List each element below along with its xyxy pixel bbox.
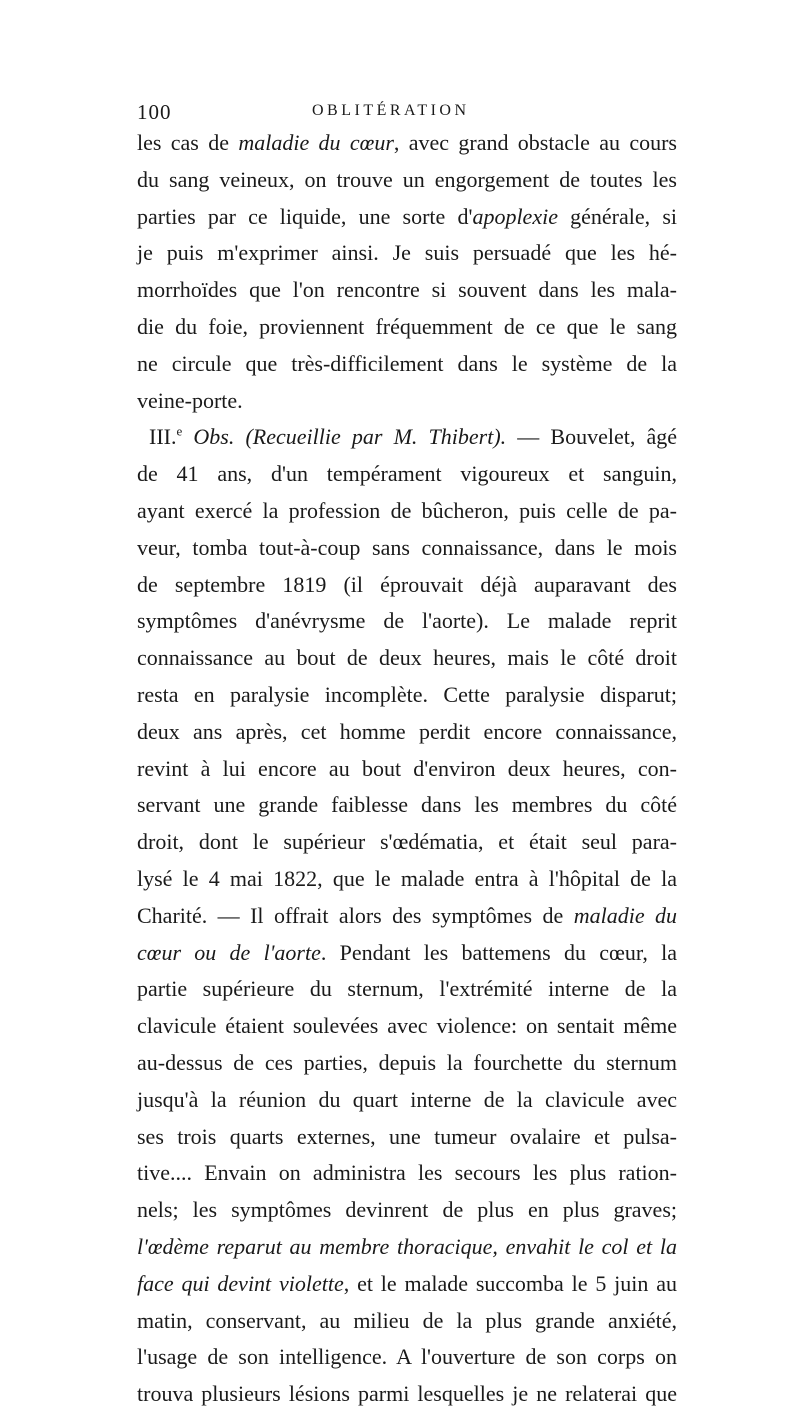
text-line bbox=[137, 309, 677, 346]
text-segment: veine-porte. bbox=[137, 387, 243, 413]
text-line bbox=[137, 162, 677, 199]
text-line bbox=[137, 530, 677, 567]
text-segment: clavicule étaient soulevées avec violence: on sentait même bbox=[137, 1013, 677, 1039]
text-line bbox=[137, 1266, 677, 1303]
text-line bbox=[137, 861, 677, 898]
text-segment: ses trois quarts externes, une tumeur ovalaire et pulsa- bbox=[137, 1123, 677, 1149]
text-line bbox=[137, 898, 677, 935]
text-line bbox=[137, 1339, 677, 1376]
text-segment: nels; les symptômes devinrent de plus en plus graves; bbox=[137, 1197, 677, 1223]
text-segment: partie supérieure du sternum, l'extrémité interne de la bbox=[137, 976, 677, 1002]
text-line bbox=[137, 493, 677, 530]
text-line bbox=[137, 383, 677, 420]
superscript-text: e bbox=[176, 424, 183, 440]
text-line bbox=[137, 1082, 677, 1119]
italic-text: face qui devint violette bbox=[137, 1270, 344, 1296]
text-line bbox=[137, 567, 677, 604]
text-segment: lysé le 4 mai 1822, que le malade entra à l'hôpital de la bbox=[137, 865, 677, 891]
text-segment: matin, conservant, au milieu de la plus grande anxiété, bbox=[137, 1307, 677, 1333]
text-line bbox=[137, 1155, 677, 1192]
text-line bbox=[137, 677, 677, 714]
text-segment: morrhoïdes que l'on rencontre si souvent dans les mala- bbox=[137, 277, 677, 303]
italic-text: l'œdème reparut au membre thoracique, envahit le col et la bbox=[137, 1233, 677, 1259]
text-segment: Charité. — Il offrait alors des symptômes de bbox=[137, 902, 574, 928]
text-line bbox=[137, 1192, 677, 1229]
italic-text: maladie du cœur bbox=[238, 130, 394, 155]
text-segment: — Bouvelet, âgé bbox=[506, 424, 677, 450]
text-segment: au-dessus de ces parties, depuis la fourchette du sternum bbox=[137, 1049, 677, 1075]
text-segment: droit, dont le supérieur s'œdématia, et était seul para- bbox=[137, 829, 677, 855]
text-line bbox=[137, 272, 677, 309]
text-line bbox=[137, 640, 677, 677]
italic-text: maladie du bbox=[573, 902, 677, 928]
text-segment: connaissance au bout de deux heures, mais le côté droit bbox=[137, 645, 677, 671]
text-segment: générale, si bbox=[557, 203, 677, 229]
text-line bbox=[137, 1045, 677, 1082]
text-line bbox=[137, 751, 677, 788]
italic-text: cœur ou de l'aorte bbox=[137, 939, 321, 965]
text-segment: die du foie, proviennent fréquemment de ce que le sang bbox=[137, 313, 677, 339]
page-number: 100 bbox=[137, 100, 172, 124]
text-segment: les cas de bbox=[137, 130, 239, 155]
text-line bbox=[137, 1119, 677, 1156]
text-line bbox=[137, 125, 677, 162]
text-line bbox=[137, 1303, 677, 1340]
italic-text: Obs. (Recueillie par M. Thibert). bbox=[193, 424, 507, 450]
text-segment: resta en paralysie incomplète. Cette paralysie disparut; bbox=[137, 681, 677, 707]
text-line bbox=[137, 199, 677, 236]
text-segment: jusqu'à la réunion du quart interne de la clavicule avec bbox=[137, 1086, 677, 1112]
text-line bbox=[137, 603, 677, 640]
text-segment: . Pendant les battemens du cœur, la bbox=[320, 939, 677, 965]
text-line bbox=[137, 971, 677, 1008]
text-segment: du sang veineux, on trouve un engorgement de toutes les bbox=[137, 166, 677, 192]
text-segment: servant une grande faiblesse dans les membres du côté bbox=[137, 792, 677, 818]
text-segment: de 41 ans, d'un tempérament vigoureux et sanguin, bbox=[137, 461, 677, 487]
page-header bbox=[137, 100, 677, 124]
text-segment: je puis m'exprimer ainsi. Je suis persuadé que les hé- bbox=[137, 240, 677, 266]
text-segment: revint à lui encore au bout d'environ deux heures, con- bbox=[137, 755, 677, 781]
text-line bbox=[137, 419, 677, 456]
text-line bbox=[137, 824, 677, 861]
text-line bbox=[137, 1008, 677, 1045]
italic-text: apoplexie bbox=[472, 203, 558, 229]
text-segment: , et le malade succomba le 5 juin au bbox=[343, 1270, 677, 1296]
text-line bbox=[137, 1229, 677, 1266]
text-segment: III. bbox=[149, 424, 177, 450]
text-segment: parties par ce liquide, une sorte d' bbox=[137, 203, 473, 229]
text-segment: trouva plusieurs lésions parmi lesquelles je ne relaterai que bbox=[137, 1381, 677, 1407]
text-line bbox=[137, 346, 677, 383]
text-segment: deux ans après, cet homme perdit encore connaissance, bbox=[137, 718, 677, 744]
text-line bbox=[137, 714, 677, 751]
text-segment: veur, tomba tout-à-coup sans connaissance, dans le mois bbox=[137, 534, 677, 560]
text-segment: symptômes d'anévrysme de l'aorte). Le malade reprit bbox=[137, 608, 677, 634]
text-segment: , avec grand obstacle au cours bbox=[393, 130, 677, 155]
text-line bbox=[137, 1376, 677, 1413]
text-segment: de septembre 1819 (il éprouvait déjà auparavant des bbox=[137, 571, 677, 597]
running-title: OBLITÉRATION bbox=[312, 102, 470, 119]
text-segment: ne circule que très-difficilement dans le système de la bbox=[137, 350, 677, 376]
text-line bbox=[137, 456, 677, 493]
text-segment: l'usage de son intelligence. A l'ouverture de son corps on bbox=[137, 1344, 677, 1370]
text-segment bbox=[182, 424, 193, 449]
text-segment: ayant exercé la profession de bûcheron, puis celle de pa- bbox=[137, 497, 677, 523]
text-line bbox=[137, 935, 677, 972]
text-line bbox=[137, 235, 677, 272]
body-text bbox=[137, 125, 677, 1413]
text-segment: tive.... Envain on administra les secours les plus ration- bbox=[137, 1160, 677, 1186]
text-line bbox=[137, 787, 677, 824]
